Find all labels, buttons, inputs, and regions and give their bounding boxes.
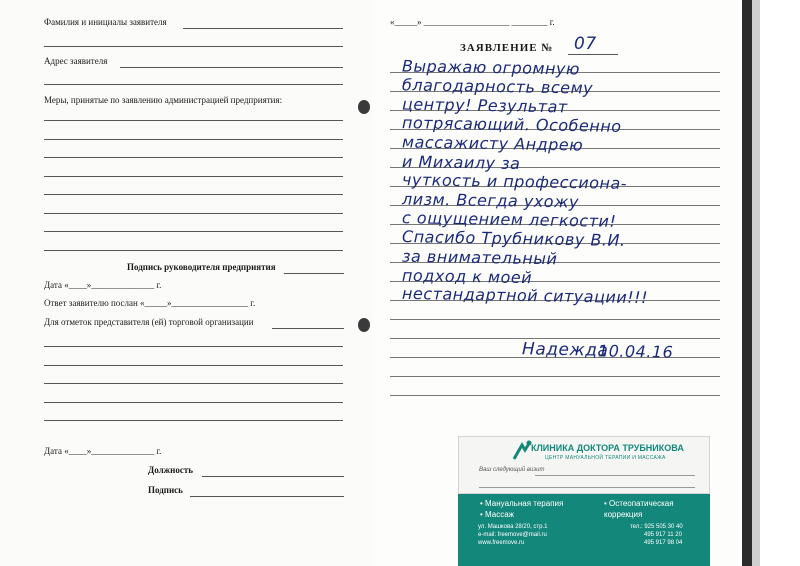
manager-signature-label: Подпись руководителя предприятия [127, 262, 276, 272]
signature-label: Подпись [148, 485, 183, 495]
clinic-subtitle: ЦЕНТР МАНУАЛЬНОЙ ТЕРАПИИ И МАССАЖА [545, 455, 666, 461]
card-header [458, 436, 710, 494]
handwritten-line: потрясающий. Особенно [401, 113, 622, 136]
ruled-line [44, 346, 343, 347]
statement-title: ЗАЯВЛЕНИЕ № [460, 42, 554, 54]
ruled-line [44, 213, 343, 214]
page-edge [742, 0, 752, 566]
ruled-line [44, 420, 343, 421]
card-contacts [478, 523, 548, 547]
handwritten-line: за внимательный [401, 246, 558, 269]
handwritten-line: нестандартной ситуации!!! [401, 283, 649, 308]
card-phones [630, 523, 683, 547]
address-line [120, 67, 343, 68]
date-1: Дата «____»______________ г. [44, 280, 162, 290]
phone-1: 925 505 30 40 [644, 524, 683, 530]
ruled-line [44, 176, 343, 177]
phone-3: 495 917 98 04 [644, 540, 683, 546]
handwritten-line: и Михаилу за [401, 151, 521, 174]
ruled-line [44, 194, 343, 195]
phones-label: тел.: [630, 524, 643, 530]
rep-marks-label: Для отметок представителя (ей) торговой организации [44, 317, 254, 327]
fio-line-2 [44, 46, 343, 47]
handwritten-line: подход к моей [401, 265, 533, 288]
next-visit-line-2 [479, 487, 695, 488]
clinic-name: КЛИНИКА ДОКТОРА ТРУБНИКОВА [531, 443, 684, 453]
ruled-line [44, 383, 343, 384]
reply-sent: Ответ заявителю послан «_____»_________________ г. [44, 298, 256, 308]
card-footer [458, 494, 710, 566]
binding-hole-bottom [358, 318, 370, 332]
ruled-line [390, 395, 720, 396]
ruled-line [44, 120, 343, 121]
ruled-line [44, 402, 343, 403]
left-page [0, 0, 373, 566]
address-line-2 [44, 84, 343, 85]
service-item: • Массаж [480, 510, 515, 519]
date-line: «_____» ___________________ ________ г. [390, 17, 555, 27]
page-edge-shadow [752, 0, 760, 566]
manager-signature-line [284, 273, 344, 274]
handwritten-line: центру! Результат [401, 94, 568, 117]
phone-2: 495 917 11 20 [644, 532, 682, 538]
signature-line [190, 496, 344, 497]
date-2: Дата «____»______________ г. [44, 446, 162, 456]
ruled-line [390, 319, 720, 320]
handwritten-line: с ощущением легкости! [401, 208, 617, 231]
statement-number: 07 [574, 34, 597, 54]
ruled-line [44, 250, 343, 251]
handwritten-line: массажисту Андрею [401, 132, 584, 155]
ruled-line [390, 376, 720, 377]
handwritten-line: чуткость и профессиона- [401, 170, 628, 193]
clinic-card [458, 436, 710, 566]
handwritten-line: Выражаю огромную [401, 56, 581, 79]
card-email: e-mail: freemove@mail.ru [478, 532, 547, 538]
service-item: • Мануальная терапия [480, 499, 564, 508]
number-line [568, 54, 618, 55]
position-label: Должность [148, 465, 194, 475]
handwritten-line: лизм. Всегда ухожу [401, 189, 580, 212]
rep-marks-line [272, 328, 344, 329]
fio-label: Фамилия и инициалы заявителя [44, 17, 167, 27]
address-label: Адрес заявителя [44, 56, 108, 66]
services-right [604, 498, 704, 520]
card-site: www.freemove.ru [478, 540, 525, 546]
handwritten-line: Спасибо Трубникову В.И. [401, 227, 626, 250]
services-left [480, 498, 563, 520]
handwritten-line: благодарность всему [401, 75, 594, 98]
measures-label: Меры, принятые по заявлению администрацией предприятия: [44, 95, 283, 105]
fio-line [183, 28, 343, 29]
signature-date: 10.04.16 [597, 341, 674, 362]
ruled-line [44, 365, 343, 366]
binding-hole-top [358, 100, 370, 114]
next-visit-line [535, 475, 695, 476]
card-address: ул. Машкова 28/20, стр.1 [478, 524, 548, 530]
clinic-logo-icon [511, 439, 533, 461]
next-visit-label: Ваш следующий визит [479, 467, 545, 473]
ruled-line [44, 139, 343, 140]
ruled-line [44, 231, 343, 232]
signature-name: Надежда [521, 339, 609, 361]
ruled-line [44, 157, 343, 158]
service-item: • Остеопатическая коррекция [604, 499, 674, 519]
position-line [202, 476, 344, 477]
